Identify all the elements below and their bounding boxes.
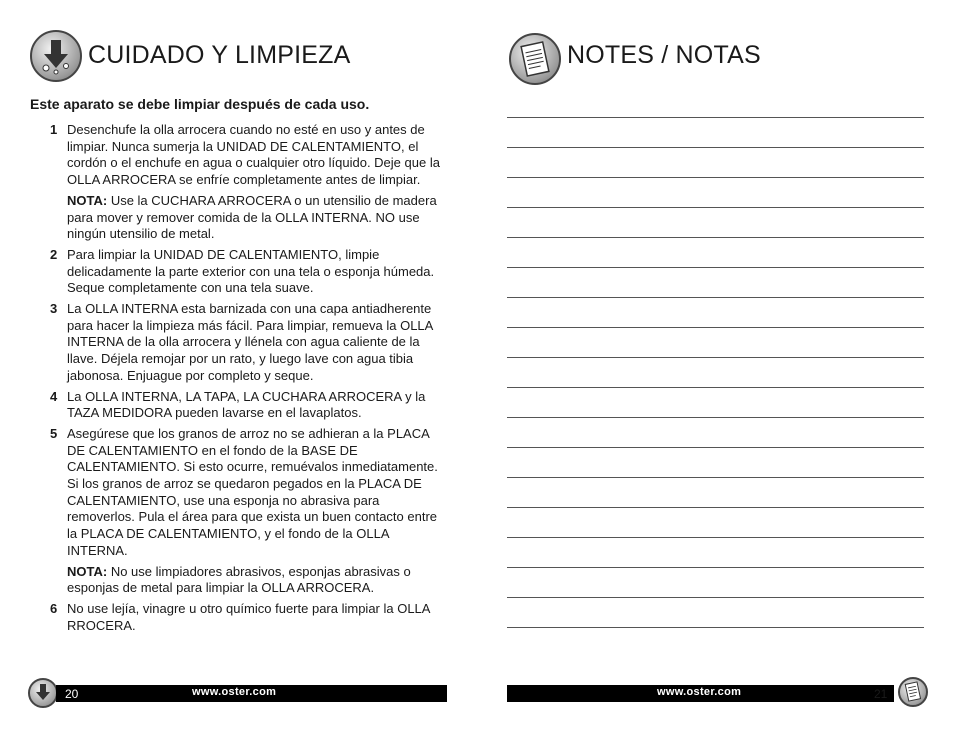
cleaning-icon <box>30 30 82 82</box>
footer-url: www.oster.com <box>192 686 277 698</box>
item-number: 3 <box>50 301 58 317</box>
item-text: Para limpiar la UNIDAD DE CALENTAMIENTO, limpie delicadamente la parte exterior con una tela o esponja húmeda. Seque completamente con una tela suave. <box>67 246 435 296</box>
note-line <box>507 597 924 598</box>
note-line <box>507 387 924 388</box>
list-item <box>30 601 450 634</box>
note-line <box>507 297 924 298</box>
note-line <box>507 177 924 178</box>
item-text: No use lejía, vinagre u otro químico fuerte para limpiar la OLLA RROCERA. <box>67 600 430 633</box>
note-line <box>507 147 924 148</box>
note-line <box>507 507 924 508</box>
note-line <box>507 207 924 208</box>
note-label: NOTA: <box>67 192 108 208</box>
footer-bar <box>507 685 894 702</box>
right-page <box>477 0 954 746</box>
intro-text: Este aparato se debe limpiar después de cada uso. <box>30 96 370 112</box>
page-title: NOTES / NOTAS <box>567 41 761 69</box>
item-number: 4 <box>50 388 58 404</box>
page-number: 20 <box>65 687 79 701</box>
note-line <box>507 267 924 268</box>
note-line <box>507 117 924 118</box>
page-title: CUIDADO Y LIMPIEZA <box>88 41 351 69</box>
cleaning-steps-list <box>30 122 450 638</box>
item-number: 2 <box>50 246 58 262</box>
list-item <box>30 301 450 385</box>
item-number: 5 <box>50 425 58 441</box>
note-lines <box>507 117 924 657</box>
item-number: 6 <box>50 600 58 616</box>
note-line <box>507 477 924 478</box>
list-item <box>30 247 450 297</box>
notepad-icon <box>898 677 928 707</box>
note-line <box>507 417 924 418</box>
item-note <box>67 564 450 597</box>
note-line <box>507 357 924 358</box>
footer-url: www.oster.com <box>657 686 742 698</box>
note-line <box>507 537 924 538</box>
list-item <box>30 122 450 243</box>
cleaning-icon <box>28 678 58 708</box>
item-note <box>67 193 450 243</box>
list-item <box>30 426 450 597</box>
note-line <box>507 447 924 448</box>
item-text: Desenchufe la olla arrocera cuando no esté en uso y antes de limpiar. Nunca sumerja la UNIDAD DE CALENTAMIENTO, el cordón o el enchufe en agua o cualquier otro líquido. Deje que la OLLA ARROCERA se enfríe completamente antes de limpiar. <box>67 122 440 188</box>
note-text: No use limpiadores abrasivos, esponjas abrasivas o esponjas de metal para limpiar la OLLA ARROCERA. <box>67 563 411 596</box>
item-text: La OLLA INTERNA, LA TAPA, LA CUCHARA ARROCERA y la TAZA MEDIDORA pueden lavarse en el lavaplatos. <box>67 388 426 421</box>
item-text: La OLLA INTERNA esta barnizada con una capa antiadherente para hacer la limpieza más fácil. Para limpiar, remueva la OLLA INTERNA de la olla arrocera y llénela con agua caliente de la llave. Déjela remojar por un rato, y luego lave con agua tibia jabonosa. Enjuague por completo y seque. <box>67 301 433 383</box>
note-line <box>507 567 924 568</box>
notepad-icon <box>509 33 561 85</box>
item-number: 1 <box>50 122 58 137</box>
item-text: Asegúrese que los granos de arroz no se adhieran a la PLACA DE CALENTAMIENTO en el fondo de la BASE DE CALENTAMIENTO. Si esto ocurre, remuévalos inmediatamente. Si los granos de arroz se quedaron pegados en la PLACA DE CALENTAMIENTO, use una esponja no abrasiva para removerlos. Pula el área para que exista un buen contacto entre la PLACA DE CALENTAMIENTO, y el fondo de la OLLA INTERNA. <box>67 425 438 558</box>
note-line <box>507 627 924 628</box>
note-label: NOTA: <box>67 563 108 579</box>
note-line <box>507 237 924 238</box>
list-item <box>30 389 450 422</box>
page-number: 21 <box>874 687 888 701</box>
note-text: Use la CUCHARA ARROCERA o un utensilio de madera para mover y remover comida de la OLLA INTERNA. NO use ningún utensilio de metal. <box>67 192 437 242</box>
note-line <box>507 327 924 328</box>
footer-bar <box>56 685 447 702</box>
